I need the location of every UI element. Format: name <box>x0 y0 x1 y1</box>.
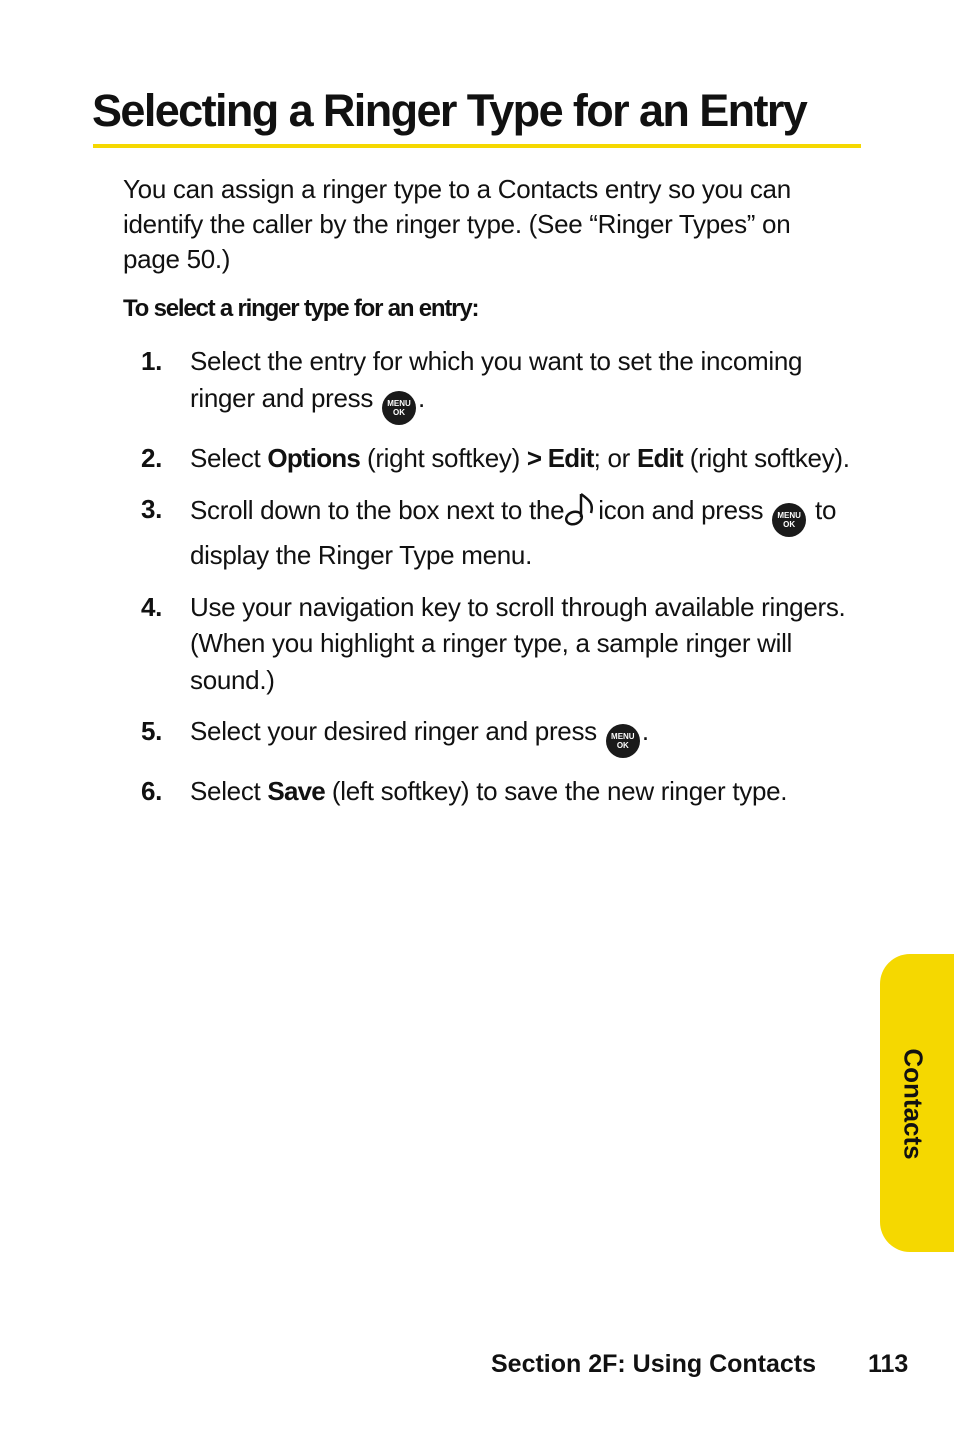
step-number: 2. <box>141 442 163 473</box>
save-label: Save <box>267 776 325 806</box>
step-text: Select the entry for which you want to set the incoming ringer and press <box>190 346 803 413</box>
menu-ok-key-icon: MENU OK <box>772 503 806 537</box>
procedure-heading: To select a ringer type for an entry: <box>123 295 479 322</box>
page-number: 113 <box>868 1350 909 1378</box>
step-number: 1. <box>141 346 163 376</box>
menu-ok-key-icon: MENU OK <box>382 391 416 425</box>
step-number: 6. <box>141 776 163 806</box>
music-note-icon <box>564 491 598 527</box>
menu-ok-key-icon: MENU OK <box>606 724 640 758</box>
title-underline <box>93 144 861 148</box>
step-number: 5. <box>141 716 163 746</box>
steps-list <box>140 343 860 825</box>
step-4: 4. Use your navigation key to scroll through available ringers. (When you highlight a ringer type, a sample ringer will sound.) <box>140 589 860 699</box>
step-6: 6. Select Save (left softkey) to save the new ringer type. <box>140 773 860 810</box>
side-tab-label: Contacts <box>898 1048 929 1160</box>
step-5: 5. Select your desired ringer and press MENU OK . <box>140 713 860 758</box>
page-title: Selecting a Ringer Type for an Entry <box>92 85 807 136</box>
edit-label-alt: Edit <box>636 442 683 473</box>
edit-label: > Edit <box>526 442 594 473</box>
step-3: 3. Scroll down to the box next to the icon and press MENU OK to display the Ringer Type menu. <box>140 491 860 574</box>
intro-paragraph: You can assign a ringer type to a Contacts entry so you can identify the caller by the ringer type. (See “Ringer Types” on page 50.) <box>123 174 791 274</box>
step-2: 2. Select Options (right softkey) > Edit; or Edit (right softkey). <box>140 440 860 477</box>
step-number: 3. <box>141 494 163 524</box>
options-label: Options <box>267 442 361 473</box>
step-1: 1. Select the entry for which you want to set the incoming ringer and press MENU OK . <box>140 343 860 425</box>
step-number: 4. <box>141 591 163 622</box>
footer-section-title: Section 2F: Using Contacts <box>491 1350 817 1378</box>
